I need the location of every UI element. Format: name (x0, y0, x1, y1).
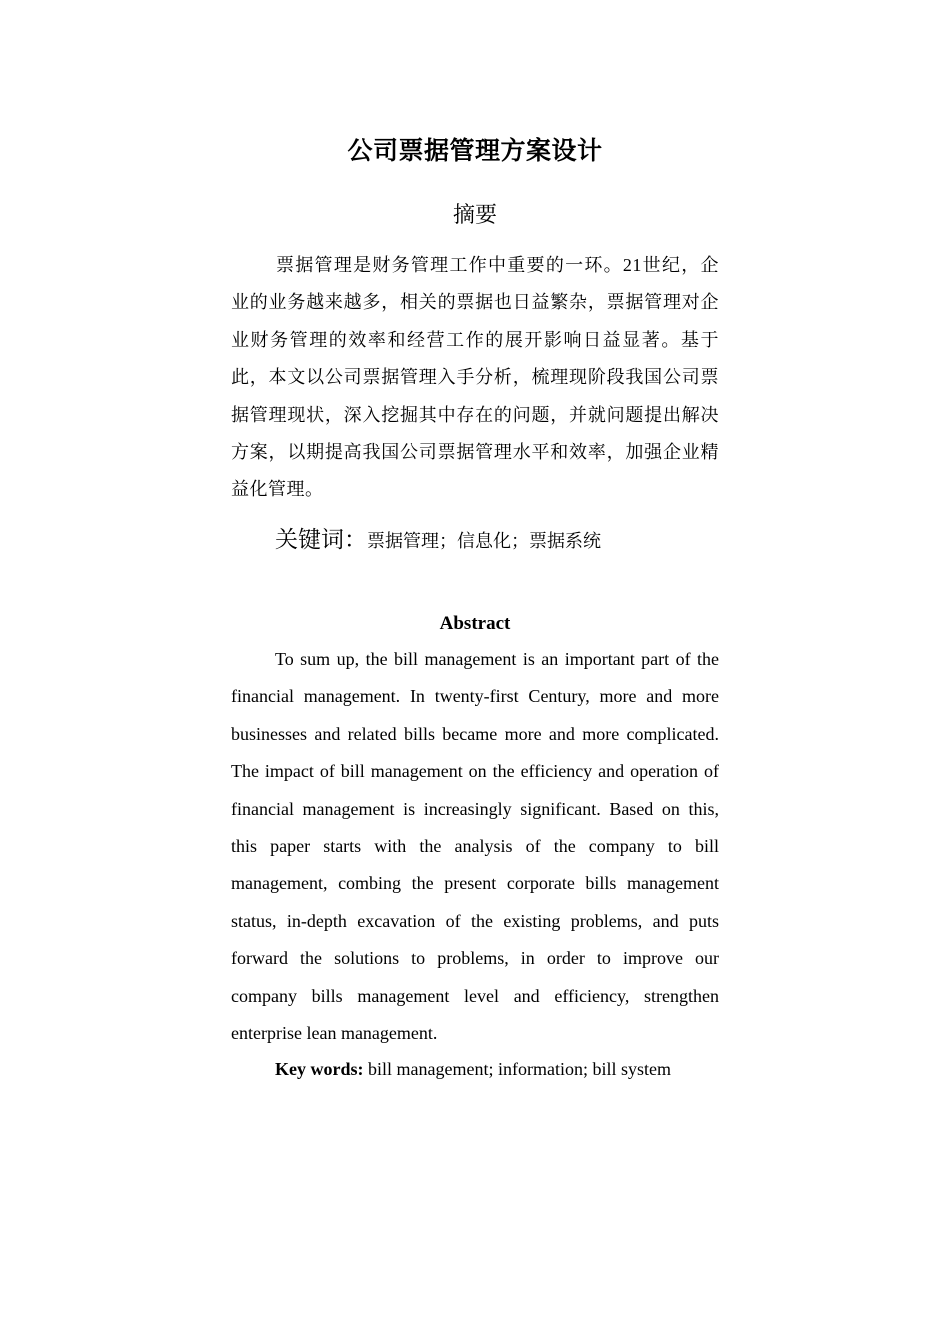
chinese-keywords (275, 520, 735, 561)
chinese-keywords-list: 票据管理；信息化；票据系统 (367, 531, 601, 551)
english-keywords-list: bill management; information; bill system (363, 1059, 671, 1079)
chinese-abstract-heading: 摘要 (452, 202, 497, 227)
english-abstract-body: To sum up, the bill management is an important part of the financial management. In twenty-first Century, more and more businesses and related bills became more and more complicated. The impact of bill management on the efficiency and operation of financial management is increasingly significant. Based on this, this paper starts with the analysis of the company to bill management, combing the present corporate bills management status, in-depth excavation of the existing problems, and puts forward the solutions to problems, in order to improve our company bills management level and efficiency, strengthen enterprise lean management. (231, 649, 719, 1044)
chinese-keywords-label: 关键词： (275, 527, 367, 552)
english-keywords-label: Key words: (275, 1059, 364, 1079)
chinese-abstract-body: 票据管理是财务管理工作中重要的一环。21世纪，企业的业务越来越多，相关的票据也日益繁杂，票据管理对企业财务管理的效率和经营工作的展开影响日益显著。基于此，本文以公司票据管理入手分析，梳理现阶段我国公司票据管理现状，深入挖掘其中存在的问题，并就问题提出解决方案，以期提高我国公司票据管理水平和效率，加强企业精益化管理。 (231, 255, 719, 500)
english-abstract-heading: Abstract (439, 613, 511, 634)
paper-title: 公司票据管理方案设计 (347, 138, 603, 165)
english-keywords (275, 1051, 735, 1088)
